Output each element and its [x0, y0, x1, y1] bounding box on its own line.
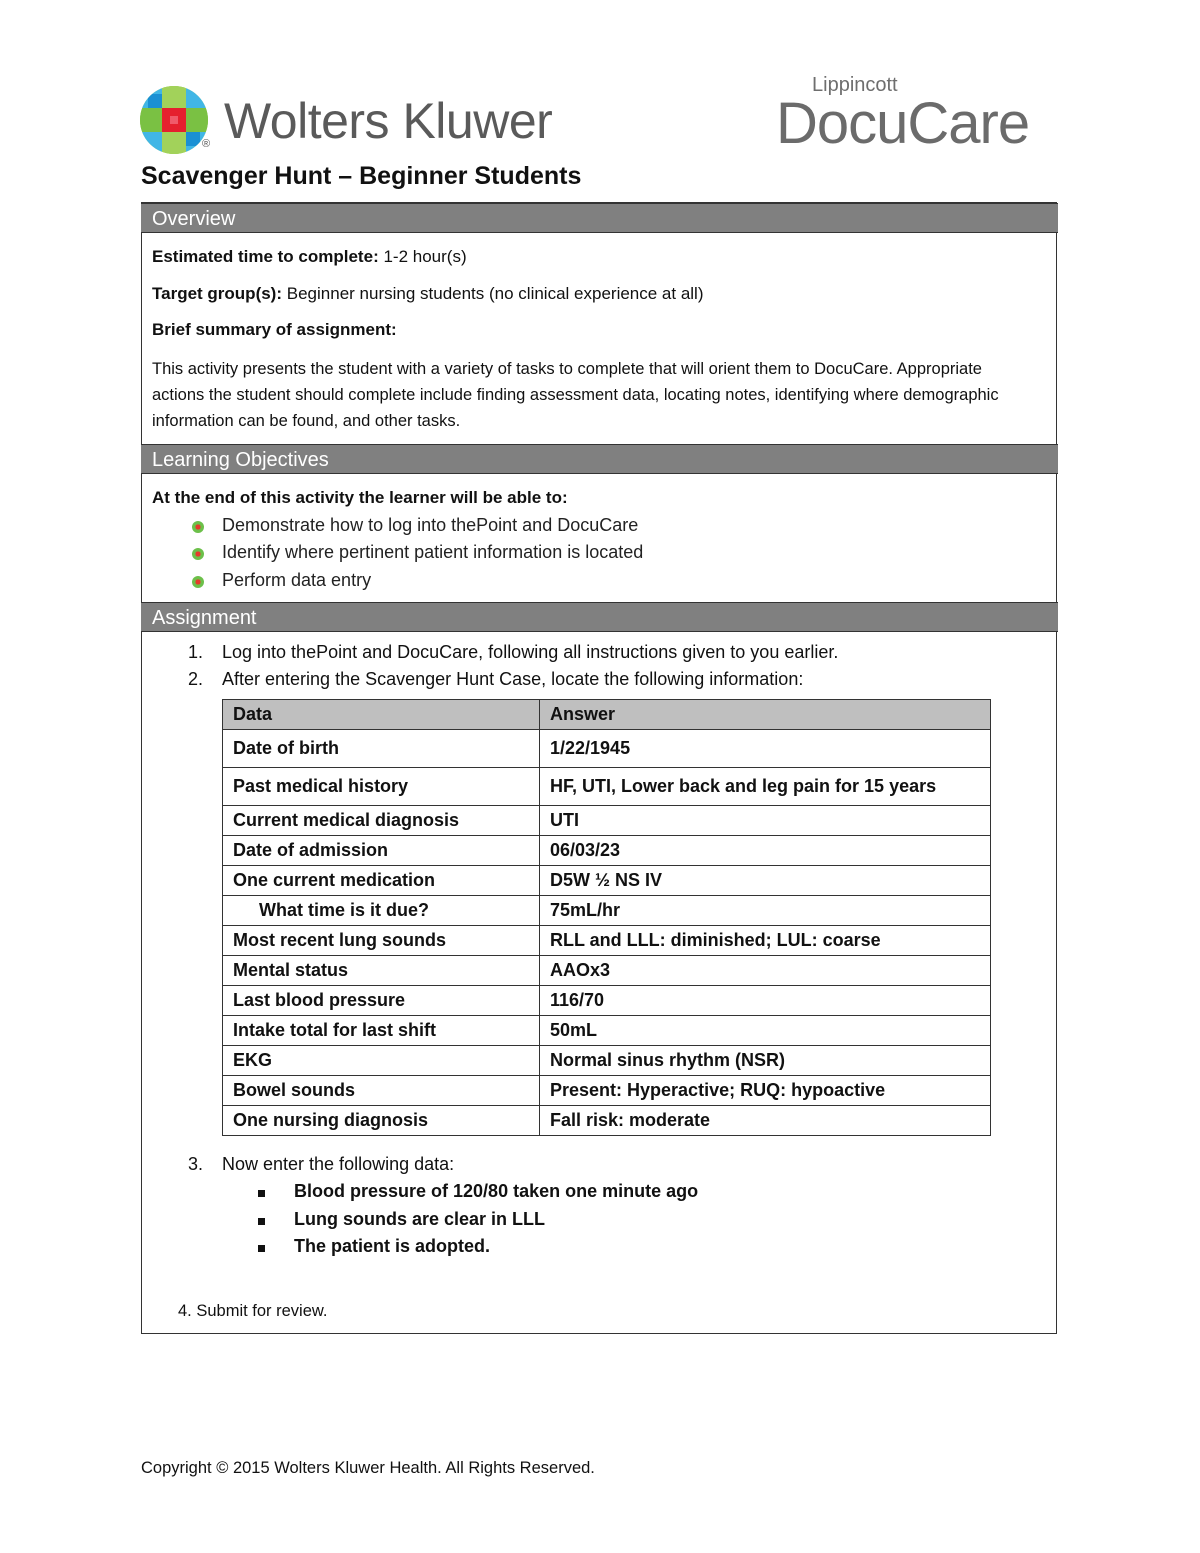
table-cell-answer: HF, UTI, Lower back and leg pain for 15 years	[540, 768, 991, 806]
docucare-logo	[776, 74, 1056, 154]
table-cell-data: Mental status	[223, 956, 540, 986]
lippincott-wordmark: Lippincott	[812, 74, 898, 96]
table-cell-answer: D5W ½ NS IV	[540, 866, 991, 896]
table-cell-answer: Present: Hyperactive; RUQ: hypoactive	[540, 1076, 991, 1106]
objective-item: Perform data entry	[222, 570, 372, 590]
objective-item: Identify where pertinent patient information is located	[222, 542, 644, 562]
table-cell-data: Past medical history	[223, 768, 540, 806]
wolters-kluwer-mark-icon	[140, 86, 211, 154]
table-header-cell: Answer	[540, 700, 991, 730]
table-row	[223, 926, 991, 956]
objectives-intro: At the end of this activity the learner will be able to:	[152, 488, 568, 507]
step-4-text: 4. Submit for review.	[178, 1302, 328, 1320]
table-cell-answer: 75mL/hr	[540, 896, 991, 926]
table-row	[223, 1046, 991, 1076]
target-group-label: Target group(s)	[152, 284, 277, 303]
table-row	[223, 956, 991, 986]
table-cell-answer: AAOx3	[540, 956, 991, 986]
step-3-text: Now enter the following data:	[222, 1154, 455, 1174]
table-header-cell: Data	[223, 700, 540, 730]
square-bullet-icon	[258, 1190, 265, 1197]
table-cell-data: One nursing diagnosis	[223, 1106, 540, 1136]
summary-label: Brief summary of assignment	[152, 320, 392, 339]
docucare-wordmark: DocuCare	[776, 91, 1030, 156]
table-row	[223, 1076, 991, 1106]
summary-heading-line: Brief summary of assignment:	[152, 320, 397, 339]
table-row	[223, 896, 991, 926]
step-number: 3.	[188, 1154, 204, 1174]
header-logos	[0, 0, 1200, 170]
table-cell-data: EKG	[223, 1046, 540, 1076]
table-cell-answer: 50mL	[540, 1016, 991, 1046]
table-cell-data: One current medication	[223, 866, 540, 896]
step-1-text: Log into thePoint and DocuCare, following all instructions given to you earlier.	[222, 642, 839, 662]
objective-item: Demonstrate how to log into thePoint and DocuCare	[222, 515, 639, 535]
table-cell-answer: UTI	[540, 806, 991, 836]
square-bullet-icon	[258, 1218, 265, 1225]
entry-item: The patient is adopted.	[294, 1236, 491, 1256]
section-heading-overview: Overview	[141, 203, 1058, 233]
bullet-icon	[192, 548, 204, 560]
entry-item: Lung sounds are clear in LLL	[294, 1209, 546, 1229]
wolters-kluwer-logo	[140, 86, 560, 158]
table-cell-data: What time is it due?	[223, 896, 540, 926]
table-cell-answer: Normal sinus rhythm (NSR)	[540, 1046, 991, 1076]
estimated-time-value: 1-2 hour(s)	[383, 247, 467, 266]
table-cell-answer: Fall risk: moderate	[540, 1106, 991, 1136]
table-row	[223, 1106, 991, 1136]
table-cell-answer: 116/70	[540, 986, 991, 1016]
table-cell-data: Most recent lung sounds	[223, 926, 540, 956]
wolters-kluwer-wordmark: Wolters Kluwer	[224, 93, 553, 149]
step-number: 1.	[188, 642, 204, 662]
table-cell-data: Date of admission	[223, 836, 540, 866]
table-cell-answer: 06/03/23	[540, 836, 991, 866]
estimated-time-line: Estimated time to complete: 1-2 hour(s)	[152, 247, 467, 266]
entry-item: Blood pressure of 120/80 taken one minute ago	[294, 1181, 699, 1201]
table-cell-data: Last blood pressure	[223, 986, 540, 1016]
target-group-value: Beginner nursing students (no clinical experience at all)	[286, 284, 704, 303]
section-heading-assignment: Assignment	[141, 602, 1058, 632]
data-answer-table	[222, 699, 991, 1136]
bullet-icon	[192, 521, 204, 533]
registered-mark: ®	[202, 138, 211, 150]
table-cell-data: Bowel sounds	[223, 1076, 540, 1106]
table-row	[223, 768, 991, 806]
copyright-footer: Copyright © 2015 Wolters Kluwer Health. All Rights Reserved.	[141, 1459, 595, 1477]
target-group-line: Target group(s): Beginner nursing students (no clinical experience at all)	[152, 284, 704, 303]
table-cell-answer: RLL and LLL: diminished; LUL: coarse	[540, 926, 991, 956]
table-row	[223, 1016, 991, 1046]
bullet-icon	[192, 576, 204, 588]
table-cell-data: Intake total for last shift	[223, 1016, 540, 1046]
table-row	[223, 730, 991, 768]
table-row	[223, 836, 991, 866]
page-title: Scavenger Hunt – Beginner Students	[141, 162, 582, 190]
step-2-text: After entering the Scavenger Hunt Case, locate the following information:	[222, 669, 804, 689]
square-bullet-icon	[258, 1245, 265, 1252]
table-row	[223, 986, 991, 1016]
step-number: 2.	[188, 669, 204, 689]
table-cell-data: Date of birth	[223, 730, 540, 768]
table-cell-data: Current medical diagnosis	[223, 806, 540, 836]
table-row	[223, 866, 991, 896]
section-heading-objectives: Learning Objectives	[141, 444, 1058, 474]
table-header-row	[223, 700, 991, 730]
table-cell-answer: 1/22/1945	[540, 730, 991, 768]
summary-paragraph: This activity presents the student with a variety of tasks to complete that will orient them to DocuCare. Appropriate actions the student should complete include finding assessment data, locating notes, identifying where demographic information can be found, and other tasks.	[152, 360, 999, 430]
estimated-time-label: Estimated time to complete	[152, 247, 374, 266]
table-row	[223, 806, 991, 836]
